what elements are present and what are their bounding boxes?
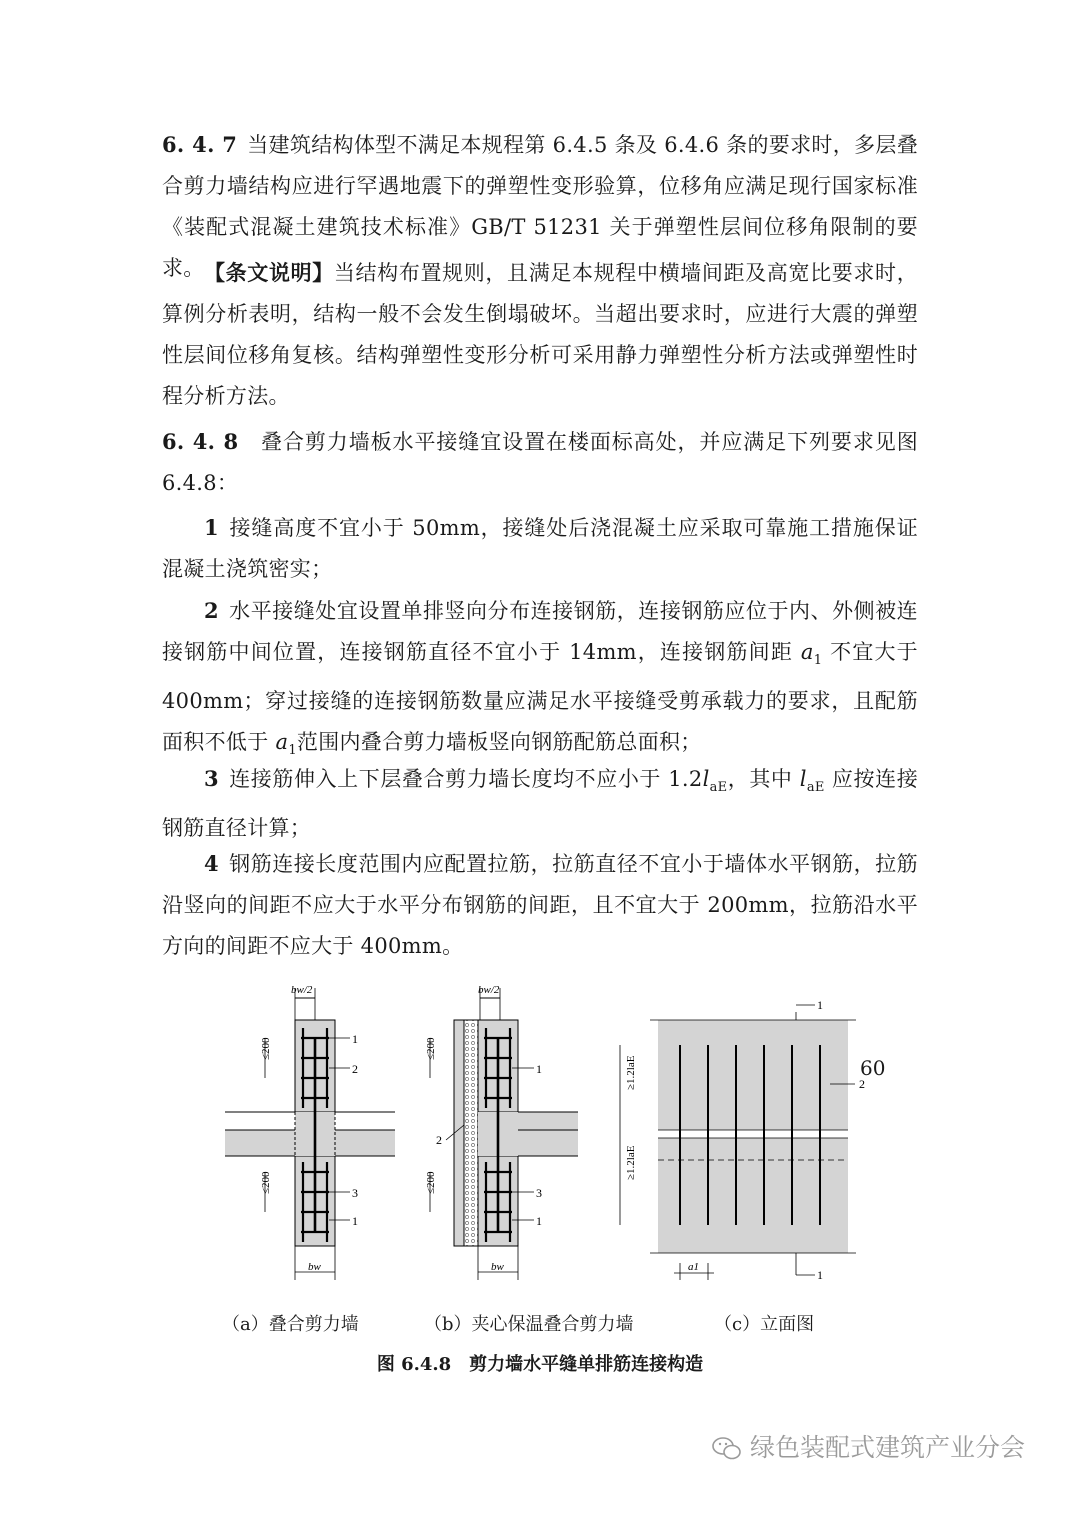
- dim-label: bw/2: [478, 984, 500, 996]
- figure-a-diagram: [215, 980, 405, 1290]
- variable: a: [275, 730, 289, 755]
- item-text: 接缝高度不宜小于 50mm，接缝处后浇混凝土应采取可靠施工措施保证混凝土浇筑密实；: [162, 516, 918, 581]
- clause-number: 6. 4. 8: [162, 429, 239, 454]
- dim-label: bw/2: [291, 984, 313, 996]
- length-label: ≥1.2laE: [625, 1145, 637, 1180]
- clause-text: 叠合剪力墙板水平接缝宜设置在楼面标高处，并应满足下列要求见图 6.4.8：: [162, 430, 918, 495]
- dim-label: bw: [308, 1261, 321, 1273]
- page-number: 60: [860, 1056, 886, 1080]
- list-item: [162, 507, 918, 590]
- callout-label: 1: [352, 1032, 358, 1046]
- item-text: 连接筋伸入上下层叠合剪力墙长度均不应小于 1.2: [228, 767, 703, 791]
- watermark: [712, 1428, 1025, 1464]
- subscript: 1: [288, 743, 297, 759]
- spacing-label: a1: [688, 1261, 699, 1273]
- item-text: 范围内叠合剪力墙板竖向钢筋配筋总面积；: [296, 730, 702, 755]
- subscript: aE: [806, 780, 825, 796]
- callout-label: 1: [536, 1214, 542, 1228]
- item-text: 应按连接钢筋直径计算；: [162, 767, 918, 841]
- figure-c-diagram: [600, 990, 875, 1290]
- spacing-label: ≤200: [260, 1037, 272, 1060]
- watermark-text: 绿色装配式建筑产业分会: [750, 1433, 1026, 1462]
- callout-label: 2: [352, 1062, 358, 1076]
- wechat-icon: [712, 1436, 742, 1462]
- length-label: ≥1.2laE: [625, 1055, 637, 1090]
- item-text: ，其中: [727, 767, 800, 791]
- callout-label: 1: [817, 998, 823, 1012]
- clause-number: 6. 4. 7: [162, 132, 238, 157]
- clause-text: 当建筑结构体型不满足本规程第 6.4.5 条及 6.4.6 条的要求时，多层叠合剪力墙结构应进行罕遇地震下的弹塑性变形验算，位移角应满足现行国家标准《装配式混凝土建筑技术标准》GB/T 51231 关于弹塑性层间位移角限制的要求。: [162, 133, 918, 280]
- callout-label: 3: [536, 1186, 542, 1200]
- variable: l: [702, 767, 710, 791]
- item-text: 钢筋连接长度范围内应配置拉筋，拉筋直径不宜小于墙体水平钢筋，拉筋沿竖向的间距不应大于水平分布钢筋的间距，且不宜大于 200mm，拉筋沿水平方向的间距不应大于 400mm。: [162, 852, 918, 958]
- list-item: [162, 843, 918, 967]
- item-text: 水平接缝处宜设置单排竖向分布连接钢筋，连接钢筋应位于内、外侧被连接钢筋中间位置，连接钢筋直径不宜小于 14mm，连接钢筋间距: [162, 599, 918, 664]
- clause-explanation: [162, 252, 918, 417]
- variable: a: [800, 640, 814, 664]
- spacing-label: ≤200: [425, 1037, 437, 1060]
- subscript: aE: [709, 780, 728, 796]
- spacing-label: ≤200: [260, 1171, 272, 1194]
- item-number: 4: [204, 851, 219, 876]
- clause-6-4-8: [162, 421, 918, 504]
- callout-label: 1: [536, 1062, 542, 1076]
- callout-label: 1: [817, 1268, 823, 1282]
- dim-label: bw: [491, 1261, 504, 1273]
- figure-b-diagram: [410, 980, 580, 1290]
- variable: l: [799, 767, 807, 791]
- subscript: 1: [813, 653, 823, 669]
- callout-label: 2: [436, 1133, 442, 1147]
- explanation-label: 【条文说明】: [204, 260, 334, 285]
- item-number: 1: [204, 515, 219, 540]
- list-item: [162, 590, 918, 771]
- callout-label: 3: [352, 1186, 358, 1200]
- spacing-label: ≤200: [425, 1171, 437, 1194]
- figure-a-caption: （a）叠合剪力墙: [222, 1314, 359, 1335]
- item-text: 不宜大于 400mm；穿过接缝的连接钢筋数量应满足水平接缝受剪承载力的要求，且配筋面积不低于: [162, 640, 918, 755]
- item-number: 3: [204, 766, 219, 791]
- figure-b-caption: （b）夹心保温叠合剪力墙: [424, 1314, 634, 1335]
- item-number: 2: [204, 598, 219, 623]
- figure-c-caption: （c）立面图: [714, 1314, 815, 1335]
- callout-label: 2: [859, 1077, 865, 1091]
- figure-title: 图 6.4.8 剪力墙水平缝单排筋连接构造: [376, 1354, 704, 1375]
- callout-label: 1: [352, 1214, 358, 1228]
- list-item: [162, 758, 918, 849]
- explanation-text: 当结构布置规则，且满足本规程中横墙间距及高宽比要求时，算例分析表明，结构一般不会发生倒塌破坏。当超出要求时，应进行大震的弹塑性层间位移角复核。结构弹塑性变形分析可采用静力弹塑性分析方法或弹塑性时程分析方法。: [162, 261, 918, 408]
